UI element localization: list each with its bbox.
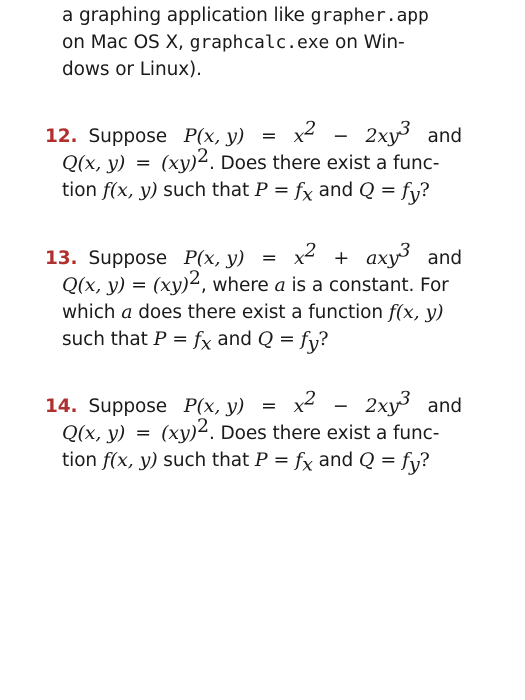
math-term: x bbox=[293, 125, 305, 147]
math-exponent: 2 bbox=[196, 414, 209, 437]
math-equals: = bbox=[261, 247, 278, 269]
math-expression bbox=[293, 117, 317, 150]
math-variable: a bbox=[121, 301, 133, 323]
math-term: 2xy bbox=[365, 125, 399, 147]
problem-line-3 bbox=[62, 447, 462, 474]
math-operator: − bbox=[332, 125, 349, 147]
math-expression: P = f bbox=[153, 328, 201, 350]
problem-line-1 bbox=[45, 117, 462, 150]
problem-14 bbox=[45, 387, 462, 476]
intro-text: dows or Linux). bbox=[62, 59, 202, 80]
math-expression bbox=[293, 239, 317, 272]
math-operator: + bbox=[333, 247, 350, 269]
math-subscript: y bbox=[409, 183, 420, 206]
problem-text: such that bbox=[157, 450, 255, 471]
problem-text: such that bbox=[157, 180, 255, 201]
math-exponent: 3 bbox=[398, 117, 411, 140]
math-equals: = bbox=[261, 395, 277, 417]
problem-line-4 bbox=[62, 326, 462, 353]
math-expression: Q = f bbox=[358, 179, 410, 201]
math-expression: P(x, y) bbox=[183, 247, 245, 269]
problem-text: tion bbox=[62, 450, 103, 471]
problem-line-2 bbox=[62, 414, 462, 447]
problem-text: and bbox=[312, 180, 359, 201]
math-expression: f(x, y) bbox=[388, 301, 444, 323]
problem-line-2 bbox=[62, 266, 462, 299]
problem-number: 12. bbox=[45, 126, 78, 147]
math-expression: f(x, y) bbox=[102, 179, 158, 201]
math-exponent: 3 bbox=[398, 239, 411, 262]
problem-number: 14. bbox=[45, 396, 78, 417]
problem-text: does there exist a function bbox=[132, 302, 389, 323]
math-expression: Q(x, y) = (xy) bbox=[62, 274, 189, 296]
problem-text: ? bbox=[419, 179, 430, 201]
code-graphcalc-exe: graphcalc.exe bbox=[189, 32, 330, 53]
math-term: 2xy bbox=[365, 395, 399, 417]
intro-line-3 bbox=[62, 56, 462, 83]
math-expression: (xy) bbox=[161, 422, 197, 444]
intro-text: on Mac OS X, bbox=[62, 32, 190, 53]
intro-text: a graphing application like bbox=[62, 5, 311, 26]
math-expression bbox=[293, 387, 317, 420]
problem-line-1 bbox=[45, 387, 462, 420]
math-equals: = bbox=[135, 422, 152, 444]
math-expression: (xy) bbox=[161, 152, 197, 174]
math-term: x bbox=[293, 247, 305, 269]
problem-number: 13. bbox=[45, 248, 78, 269]
code-grapher-app: grapher.app bbox=[310, 5, 429, 26]
problem-text: Suppose bbox=[88, 126, 168, 147]
math-term: axy bbox=[366, 247, 399, 269]
math-exponent: 3 bbox=[398, 387, 411, 410]
problem-text: and bbox=[427, 248, 462, 269]
math-expression: f(x, y) bbox=[102, 449, 158, 471]
math-expression: Q(x, y) bbox=[62, 422, 126, 444]
problem-line-3 bbox=[62, 177, 462, 204]
math-expression bbox=[365, 117, 411, 150]
math-subscript: x bbox=[302, 183, 313, 206]
math-expression: P(x, y) bbox=[183, 125, 245, 147]
problem-12 bbox=[45, 117, 462, 206]
math-expression: P = f bbox=[254, 449, 303, 471]
math-subscript: y bbox=[409, 453, 420, 476]
problem-line-3 bbox=[62, 299, 462, 326]
problem-text: and bbox=[211, 329, 258, 350]
math-expression: P(x, y) bbox=[183, 395, 245, 417]
intro-line-1 bbox=[62, 2, 462, 29]
problem-text: ? bbox=[419, 449, 430, 471]
problem-text: , where bbox=[200, 275, 275, 296]
math-exponent: 2 bbox=[188, 266, 201, 289]
problem-text: . Does there exist a func- bbox=[208, 153, 440, 174]
math-subscript: x bbox=[302, 453, 313, 476]
math-operator: − bbox=[332, 395, 349, 417]
problem-text: which bbox=[62, 302, 122, 323]
problem-text: Suppose bbox=[88, 248, 168, 269]
intro-paragraph bbox=[62, 2, 462, 83]
math-exponent: 2 bbox=[304, 239, 317, 262]
math-variable: a bbox=[274, 274, 286, 296]
math-term: x bbox=[293, 395, 305, 417]
problem-text: . Does there exist a func- bbox=[208, 423, 440, 444]
problem-text: ? bbox=[318, 328, 329, 350]
problem-13 bbox=[45, 239, 462, 355]
math-subscript: x bbox=[200, 332, 212, 355]
math-exponent: 2 bbox=[304, 117, 317, 140]
intro-line-2 bbox=[62, 29, 462, 56]
math-expression: Q(x, y) bbox=[62, 152, 126, 174]
math-equals: = bbox=[261, 125, 277, 147]
problem-line-2 bbox=[62, 144, 462, 177]
math-expression bbox=[365, 387, 411, 420]
math-expression: Q = f bbox=[358, 449, 410, 471]
math-exponent: 2 bbox=[304, 387, 317, 410]
math-equals: = bbox=[135, 152, 152, 174]
math-expression bbox=[366, 239, 411, 272]
math-expression: P = f bbox=[254, 179, 303, 201]
problem-text: Suppose bbox=[88, 396, 168, 417]
problem-line-1 bbox=[45, 239, 462, 272]
problem-text: tion bbox=[62, 180, 103, 201]
problem-text: is a constant. For bbox=[285, 275, 449, 296]
intro-text: on Win- bbox=[329, 32, 405, 53]
problem-text: and bbox=[312, 450, 359, 471]
problem-text: such that bbox=[62, 329, 154, 350]
math-subscript: y bbox=[307, 332, 319, 355]
problem-text: and bbox=[427, 396, 462, 417]
math-exponent: 2 bbox=[196, 144, 209, 167]
math-expression: Q = f bbox=[257, 328, 308, 350]
problem-text: and bbox=[427, 126, 462, 147]
